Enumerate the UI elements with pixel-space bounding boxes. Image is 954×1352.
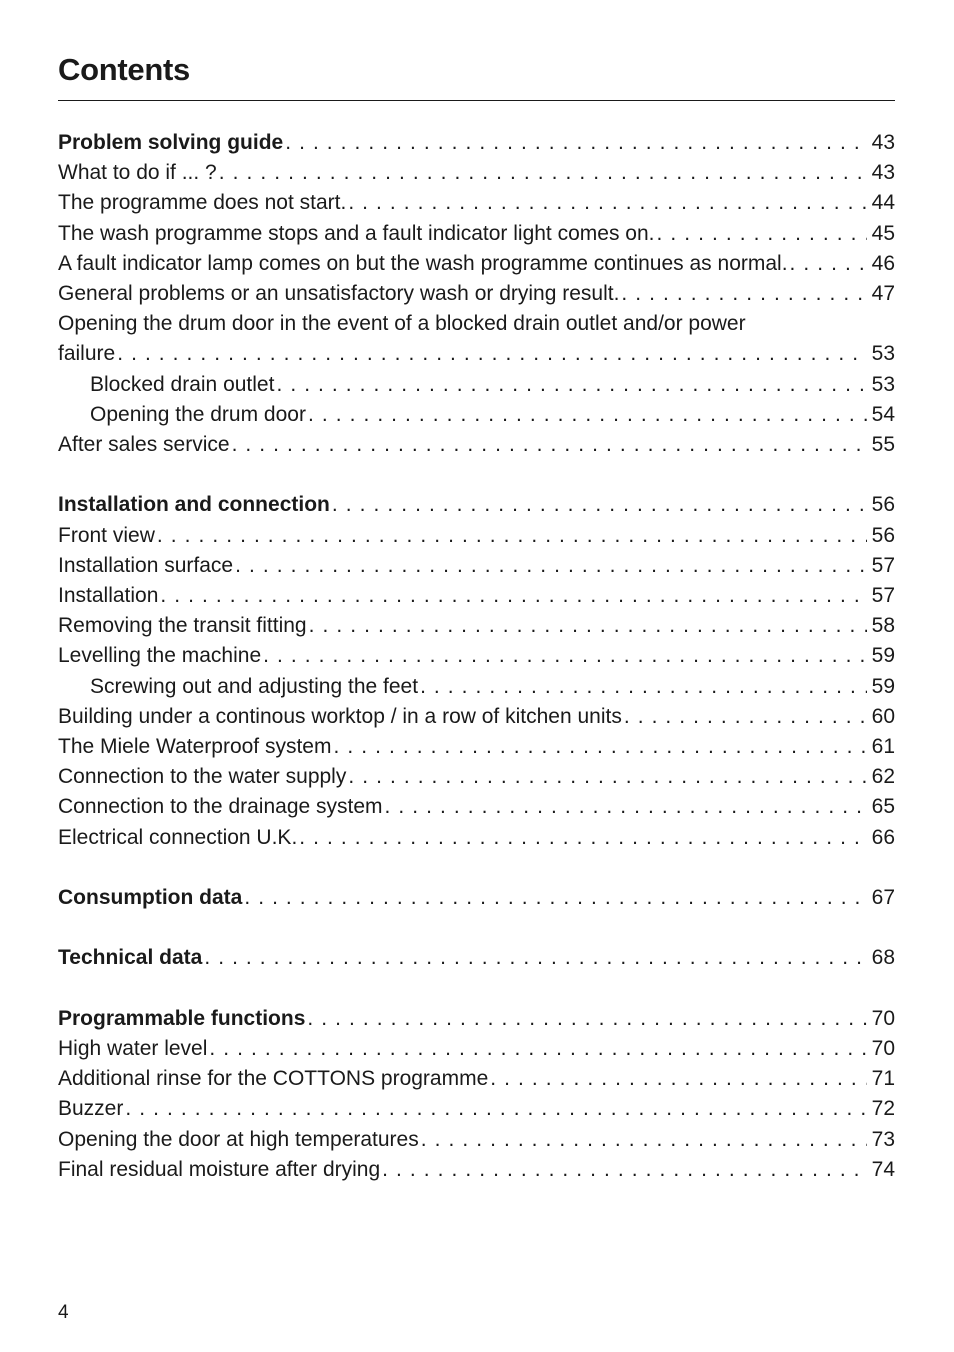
toc-entry[interactable] <box>58 309 895 369</box>
toc-entry[interactable] <box>58 1155 895 1185</box>
toc-entry[interactable] <box>58 702 895 732</box>
toc-section <box>58 128 895 460</box>
toc-entry-label: Blocked drain outlet <box>90 372 275 396</box>
dot-leader <box>382 1155 867 1185</box>
toc-heading-entry[interactable] <box>58 883 895 913</box>
dot-leader <box>125 1094 867 1124</box>
toc-entry-page: 54 <box>871 402 895 426</box>
toc-entry-page: 44 <box>871 191 895 215</box>
toc-entry-page: 55 <box>871 433 895 457</box>
toc-entry-label: Levelling the machine <box>58 644 262 668</box>
toc-entry-label-line1: Opening the drum door in the event of a blocked drain outlet and/or power <box>58 312 746 336</box>
toc-entry-label: The programme does not start. <box>58 191 347 215</box>
dot-leader <box>790 249 867 279</box>
page-title: Contents <box>58 52 190 87</box>
toc-entry-page: 68 <box>871 946 895 970</box>
toc-entry-page: 67 <box>871 886 895 910</box>
dot-leader <box>420 672 867 702</box>
toc-entry[interactable] <box>58 792 895 822</box>
toc-entry-page: 59 <box>871 674 895 698</box>
toc-entry-label: Opening the drum door <box>90 402 306 426</box>
dot-leader <box>209 1034 867 1064</box>
toc-entry-page: 58 <box>871 614 895 638</box>
page-number: 4 <box>58 1302 69 1323</box>
toc-entry-label: Installation <box>58 584 159 608</box>
toc-entry[interactable] <box>58 641 895 671</box>
toc-entry-page: 43 <box>871 161 895 185</box>
dot-leader <box>348 762 867 792</box>
toc-entry-label: A fault indicator lamp comes on but the wash programme continues as normal. <box>58 251 788 275</box>
dot-leader <box>299 823 867 853</box>
toc-heading-entry[interactable] <box>58 1004 895 1034</box>
toc-section <box>58 943 895 973</box>
toc-entry-label: Building under a continous worktop / in a row of kitchen units <box>58 704 622 728</box>
toc-entry-page: 57 <box>871 584 895 608</box>
dot-leader <box>263 641 867 671</box>
dot-leader <box>232 430 867 460</box>
toc-entry-label: failure <box>58 342 116 366</box>
toc-subentry[interactable] <box>58 672 895 702</box>
toc-entry[interactable] <box>58 551 895 581</box>
table-of-contents <box>58 128 895 1215</box>
toc-entry[interactable] <box>58 732 895 762</box>
toc-entry-page: 70 <box>871 1037 895 1061</box>
toc-entry[interactable] <box>58 762 895 792</box>
toc-entry[interactable] <box>58 158 895 188</box>
toc-entry-page: 60 <box>871 704 895 728</box>
dot-leader <box>421 1125 867 1155</box>
toc-entry-label: Installation and connection <box>58 493 330 517</box>
toc-entry[interactable] <box>58 188 895 218</box>
toc-heading-entry[interactable] <box>58 943 895 973</box>
toc-entry-label: Removing the transit fitting <box>58 614 307 638</box>
toc-entry-label: General problems or an unsatisfactory wash or drying result. <box>58 282 620 306</box>
toc-entry-label: Final residual moisture after drying <box>58 1157 381 1181</box>
toc-entry-page: 53 <box>871 342 895 366</box>
dot-leader <box>333 732 867 762</box>
toc-entry-line2 <box>58 339 895 369</box>
toc-entry-page: 57 <box>871 553 895 577</box>
toc-entry-page: 56 <box>871 523 895 547</box>
toc-entry-page: 46 <box>871 251 895 275</box>
toc-entry-page: 47 <box>871 282 895 306</box>
title-divider <box>58 100 895 101</box>
toc-entry[interactable] <box>58 279 895 309</box>
dot-leader <box>244 883 867 913</box>
toc-entry-label: Front view <box>58 523 155 547</box>
toc-entry-page: 45 <box>871 221 895 245</box>
toc-section <box>58 490 895 852</box>
toc-entry-label: Screwing out and adjusting the feet <box>90 674 419 698</box>
toc-entry-page: 56 <box>871 493 895 517</box>
toc-entry-page: 71 <box>871 1067 895 1091</box>
toc-entry[interactable] <box>58 1094 895 1124</box>
toc-entry-label: Installation surface <box>58 553 234 577</box>
toc-entry[interactable] <box>58 611 895 641</box>
dot-leader <box>308 400 867 430</box>
toc-subentry[interactable] <box>58 400 895 430</box>
toc-entry[interactable] <box>58 249 895 279</box>
toc-entry-label: What to do if ... ? <box>58 161 217 185</box>
dot-leader <box>490 1064 867 1094</box>
dot-leader <box>160 581 867 611</box>
dot-leader <box>307 1004 867 1034</box>
toc-entry[interactable] <box>58 430 895 460</box>
toc-entry-label: The Miele Waterproof system <box>58 735 332 759</box>
toc-entry-label: Consumption data <box>58 886 243 910</box>
toc-entry-label: Connection to the water supply <box>58 765 347 789</box>
dot-leader <box>276 370 867 400</box>
toc-entry-label: Opening the door at high temperatures <box>58 1127 419 1151</box>
toc-entry-page: 70 <box>871 1006 895 1030</box>
toc-subentry[interactable] <box>58 370 895 400</box>
dot-leader <box>624 702 867 732</box>
toc-entry-label: Connection to the drainage system <box>58 795 383 819</box>
toc-entry-page: 59 <box>871 644 895 668</box>
toc-entry[interactable] <box>58 581 895 611</box>
toc-entry-page: 74 <box>871 1157 895 1181</box>
toc-entry-label: Electrical connection U.K. <box>58 825 298 849</box>
toc-section <box>58 1004 895 1185</box>
toc-entry-page: 73 <box>871 1127 895 1151</box>
dot-leader <box>157 521 867 551</box>
toc-entry-label: High water level <box>58 1037 208 1061</box>
dot-leader <box>621 279 867 309</box>
dot-leader <box>656 219 867 249</box>
dot-leader <box>348 188 867 218</box>
dot-leader <box>285 128 867 158</box>
toc-entry[interactable] <box>58 1034 895 1064</box>
toc-entry-label: Programmable functions <box>58 1006 306 1030</box>
toc-entry[interactable] <box>58 219 895 249</box>
dot-leader <box>219 158 867 188</box>
toc-entry[interactable] <box>58 823 895 853</box>
toc-entry-label: The wash programme stops and a fault indicator light comes on. <box>58 221 655 245</box>
toc-heading-entry[interactable] <box>58 490 895 520</box>
toc-entry[interactable] <box>58 521 895 551</box>
toc-entry-page: 65 <box>871 795 895 819</box>
dot-leader <box>309 611 867 641</box>
toc-heading-entry[interactable] <box>58 128 895 158</box>
dot-leader <box>235 551 867 581</box>
dot-leader <box>385 792 867 822</box>
toc-entry-page: 72 <box>871 1097 895 1121</box>
dot-leader <box>204 943 867 973</box>
toc-entry-page: 53 <box>871 372 895 396</box>
toc-entry-label: Buzzer <box>58 1097 124 1121</box>
toc-entry-label: Problem solving guide <box>58 131 284 154</box>
toc-entry[interactable] <box>58 1064 895 1094</box>
dot-leader <box>117 339 867 369</box>
toc-entry-page: 62 <box>871 765 895 789</box>
toc-entry-page: 61 <box>871 735 895 759</box>
toc-entry-page: 43 <box>871 131 895 154</box>
toc-entry-label: After sales service <box>58 433 230 457</box>
toc-entry-label: Technical data <box>58 946 203 970</box>
toc-entry-label: Additional rinse for the COTTONS programme <box>58 1067 489 1091</box>
dot-leader <box>332 490 867 520</box>
toc-entry[interactable] <box>58 1125 895 1155</box>
toc-entry-page: 66 <box>871 825 895 849</box>
toc-section <box>58 883 895 913</box>
